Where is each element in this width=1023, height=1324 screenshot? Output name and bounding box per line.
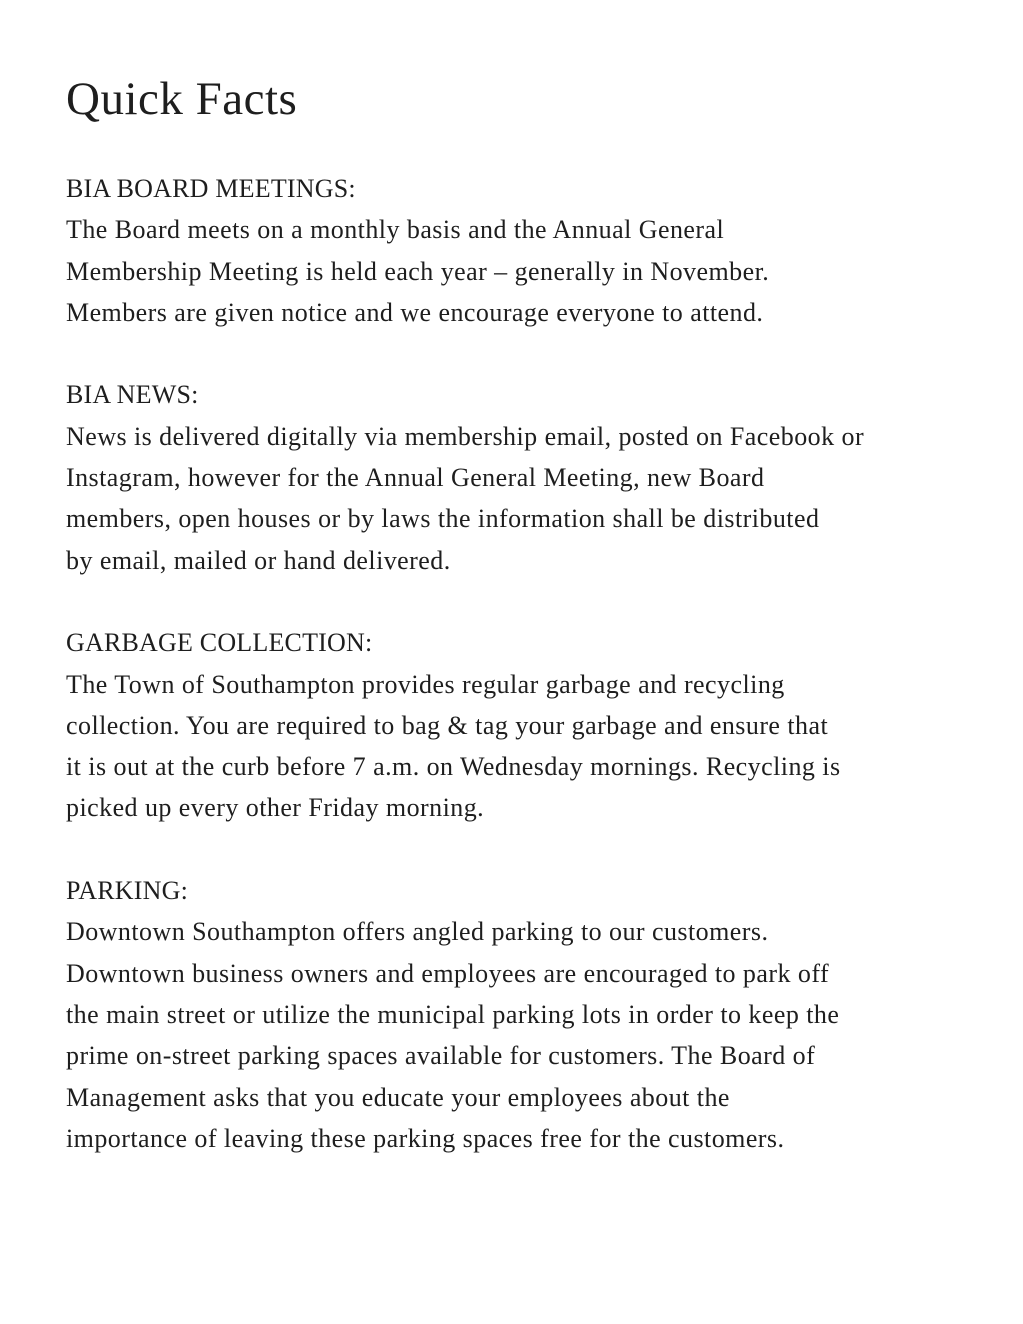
paragraph-line: Members are given notice and we encourage everyone to attend. (66, 297, 764, 327)
paragraph-line: Instagram, however for the Annual General Meeting, new Board (66, 463, 765, 493)
paragraph-line: The Town of Southampton provides regular garbage and recycling (66, 669, 785, 699)
paragraph-line: collection. You are required to bag & tag your garbage and ensure that (66, 710, 829, 740)
paragraph-line: prime on-street parking spaces available for customers. The Board of (66, 1041, 816, 1071)
paragraph-line: Membership Meeting is held each year – generally in November. (66, 256, 770, 286)
paragraph-line: the main street or utilize the municipal parking lots in order to keep the (66, 999, 840, 1029)
paragraph-line: importance of leaving these parking spaces free for the customers. (66, 1123, 785, 1153)
section-heading: PARKING: (66, 876, 189, 906)
section (66, 374, 864, 580)
paragraph-line: The Board meets on a monthly basis and the Annual General (66, 215, 725, 245)
paragraph-line: it is out at the curb before 7 a.m. on Wednesday mornings. Recycling is (66, 752, 841, 782)
paragraph-line: by email, mailed or hand delivered. (66, 545, 451, 575)
paragraph-line: Downtown business owners and employees are encouraged to park off (66, 958, 830, 988)
section (66, 168, 864, 333)
paragraph-line: picked up every other Friday morning. (66, 793, 485, 823)
quick-facts-content (66, 168, 864, 1200)
section (66, 622, 864, 828)
section (66, 870, 864, 1159)
page-title: Quick Facts (66, 73, 298, 125)
paragraph-line: Management asks that you educate your employees about the (66, 1082, 730, 1112)
paragraph-line: News is delivered digitally via membership email, posted on Facebook or (66, 421, 865, 451)
section-heading: BIA NEWS: (66, 380, 199, 410)
paragraph-line: Downtown Southampton offers angled parking to our customers. (66, 917, 769, 947)
section-heading: GARBAGE COLLECTION: (66, 628, 373, 658)
paragraph-line: members, open houses or by laws the information shall be distributed (66, 504, 820, 534)
section-heading: BIA BOARD MEETINGS: (66, 174, 356, 203)
